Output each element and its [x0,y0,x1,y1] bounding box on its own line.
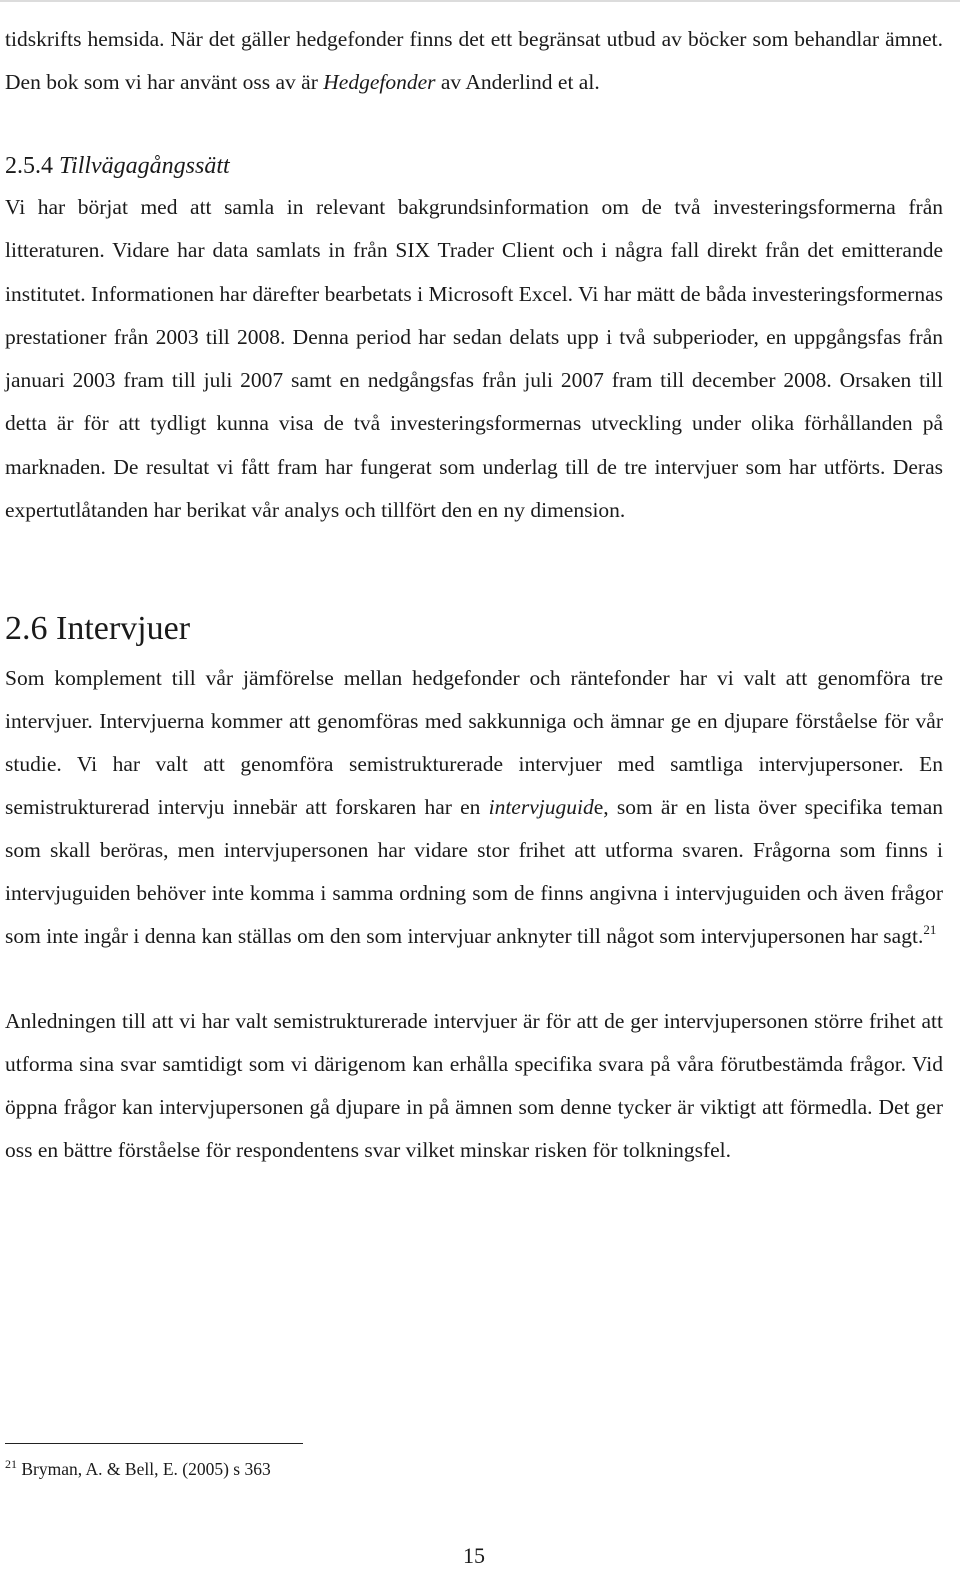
paragraph-motivation: Anledningen till att vi har valt semistrukturerade intervjuer är för att de ger intervjupersonen större frihet att utforma sina svar samtidigt som vi därigenom kan erhålla specifika svara på våra förutbestämda frågor. Vid öppna frågor kan intervjupersonen gå djupare in på ämnen som denne tycker är viktigt att förmedla. Det ger oss en bättre förståelse för respondentens svar vilket minskar risken för tolkningsfel. [5,1009,943,1163]
footnote-text: Bryman, A. & Bell, E. (2005) s 363 [17,1459,271,1479]
paragraph-sources: tidskrifts hemsida. När det gäller hedgefonder finns det ett begränsat utbud av böcker som behandlar ämnet. Den bok som vi har använt oss av är Hedgefonder av Anderlind et al. [5,27,943,94]
emphasized-term: intervjuguid [488,795,594,820]
section-heading-2-6: 2.6 Intervjuer [5,610,191,648]
top-rule [0,0,960,2]
footnote-reference[interactable]: 21 [923,922,937,938]
footnote [5,1457,271,1481]
book-title: Hedgefonder [323,70,436,94]
footnote-separator [5,1443,303,1444]
paragraph-interviews: Som komplement till vår jämförelse mellan hedgefonder och räntefonder har vi valt att genomföra tre intervjuer. Intervjuerna kommer att genomföras med sakkunniga och ämnar ge en djupare förståelse för vår studie. Vi har valt att genomföra semistrukturerade intervjuer med samtliga intervjupersoner. En semistrukturerad intervju innebär att forskaren har en intervjuguide, som är en lista över specifika teman som skall beröras, men intervjupersonen har vidare stor frihet att utforma svaren. Frågorna som finns i intervjuguiden behöver inte komma i samma ordning som de finns angivna i intervjuguiden och även frågor som inte ingår i denna kan ställas om den som intervjuar anknyter till något som intervjupersonen har sagt.$^{21}$ [5,666,943,949]
page-body [5,18,943,1172]
paragraph-method: Vi har börjat med att samla in relevant bakgrundsinformation om de två investeringsformerna från litteraturen. Vidare har data samlats in från SIX Trader Client och i några fall direkt från det emitterande institutet. Informationen har därefter bearbetats i Microsoft Excel. Vi har mätt de båda investeringsformernas prestationer från 2003 till 2008. Denna period har sedan delats upp i två subperioder, en uppgångsfas från januari 2003 fram till juli 2007 samt en nedgångsfas från juli 2007 fram till december 2008. Orsaken till detta är för att tydligt kunna visa de två investeringsformernas utveckling under olika förhållanden på marknaden. De resultat vi fått fram har fungerat som underlag till de tre intervjuer som har utförts. Deras expertutlåtanden har berikat vår analys och tillfört den en ny dimension. [5,195,943,523]
footnote-number: 21 [5,1457,17,1471]
section-heading-2-5-4: 2.5.4 Tillvägagångssätt [5,153,230,179]
page-number: 15 [463,1543,485,1568]
